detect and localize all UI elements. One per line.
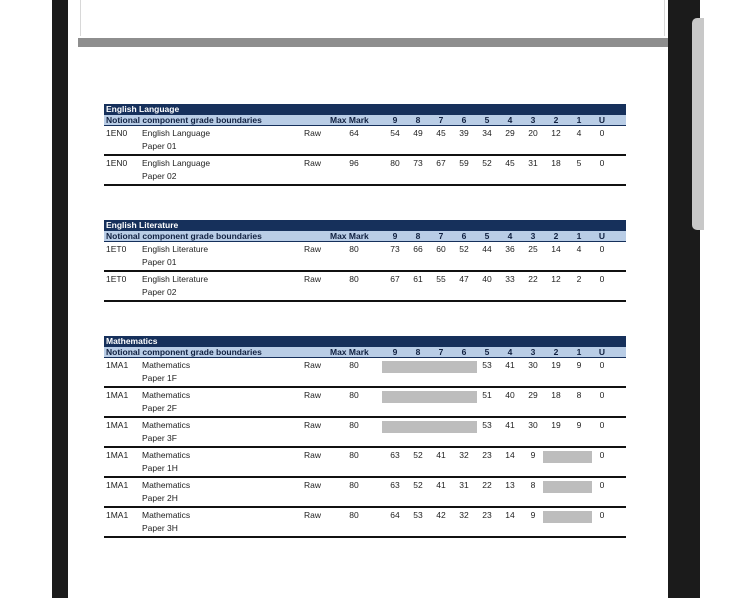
grade-value: 22 <box>528 274 538 284</box>
max-mark-header: Max Mark <box>330 231 369 241</box>
grade-value: 14 <box>551 244 561 254</box>
unavailable-grades-block <box>382 421 477 433</box>
grade-value: 44 <box>482 244 492 254</box>
section-english-language <box>104 104 626 186</box>
component-code: 1MA1 <box>106 360 129 370</box>
grade-value: 29 <box>528 390 538 400</box>
mark-type: Raw <box>304 390 322 400</box>
page-edge-left <box>80 0 81 36</box>
component-label: Notional component grade boundaries <box>106 231 262 241</box>
grade-value: 12 <box>551 274 561 284</box>
paper-name: Paper 2H <box>142 493 178 503</box>
component-code: 1MA1 <box>106 510 129 520</box>
unavailable-grades-block <box>543 451 592 463</box>
grade-value: 23 <box>482 510 492 520</box>
grade-value: 63 <box>390 450 400 460</box>
unavailable-grades-block <box>543 511 592 523</box>
grade-value: 0 <box>599 390 605 400</box>
grade-value: 31 <box>459 480 469 490</box>
paper-name: Paper 3H <box>142 523 178 533</box>
grade-header: 2 <box>553 115 559 125</box>
grade-value: 59 <box>459 158 469 168</box>
section-english-literature <box>104 220 626 302</box>
component-code: 1MA1 <box>106 480 129 490</box>
mark-type: Raw <box>304 274 322 284</box>
grade-value: 0 <box>599 158 605 168</box>
grade-value: 51 <box>482 390 492 400</box>
max-mark: 80 <box>349 450 359 460</box>
grade-header: 3 <box>530 231 536 241</box>
grade-header: 1 <box>576 347 582 357</box>
table-row <box>104 418 626 448</box>
grade-value: 0 <box>599 480 605 490</box>
component-name: Mathematics <box>142 420 191 430</box>
table-row <box>104 156 626 186</box>
grade-header: 1 <box>576 115 582 125</box>
grade-header: 7 <box>438 231 444 241</box>
grade-value: 0 <box>599 274 605 284</box>
max-mark-header: Max Mark <box>330 347 369 357</box>
grade-header: 1 <box>576 231 582 241</box>
table-row <box>104 242 626 272</box>
grade-value: 80 <box>390 158 400 168</box>
grade-value: 67 <box>390 274 400 284</box>
grade-header: 3 <box>530 115 536 125</box>
grade-header: 2 <box>553 347 559 357</box>
grade-value: 0 <box>599 244 605 254</box>
grade-value: 41 <box>505 420 515 430</box>
grade-value: 36 <box>505 244 515 254</box>
mark-type: Raw <box>304 158 322 168</box>
scrollbar-handle[interactable] <box>692 18 704 230</box>
grade-value: 52 <box>413 480 423 490</box>
grade-header: 4 <box>507 231 513 241</box>
component-code: 1MA1 <box>106 420 129 430</box>
grade-header: 8 <box>415 231 421 241</box>
page-edge-right <box>664 0 665 36</box>
grade-value: 34 <box>482 128 492 138</box>
grade-value: 14 <box>505 450 515 460</box>
grade-header: 8 <box>415 347 421 357</box>
column-header-row <box>104 347 626 358</box>
grade-value: 12 <box>551 128 561 138</box>
max-mark: 80 <box>349 244 359 254</box>
component-name: Mathematics <box>142 360 191 370</box>
grade-value: 32 <box>459 450 469 460</box>
table-row <box>104 272 626 302</box>
grade-header: 7 <box>438 115 444 125</box>
grade-header: 9 <box>392 231 398 241</box>
grade-value: 42 <box>436 510 446 520</box>
grade-value: 9 <box>530 510 536 520</box>
component-name: English Literature <box>142 244 209 254</box>
max-mark: 80 <box>349 420 359 430</box>
grade-value: 29 <box>505 128 515 138</box>
grade-value: 30 <box>528 360 538 370</box>
table-row <box>104 358 626 388</box>
grade-value: 19 <box>551 420 561 430</box>
component-code: 1EN0 <box>106 158 128 168</box>
component-name: Mathematics <box>142 510 191 520</box>
unavailable-grades-block <box>382 361 477 373</box>
grade-value: 30 <box>528 420 538 430</box>
max-mark-header: Max Mark <box>330 115 369 125</box>
component-name: Mathematics <box>142 450 191 460</box>
mark-type: Raw <box>304 128 322 138</box>
column-header-row <box>104 231 626 242</box>
grade-value: 19 <box>551 360 561 370</box>
grade-value: 52 <box>482 158 492 168</box>
max-mark: 96 <box>349 158 359 168</box>
table-row <box>104 126 626 156</box>
max-mark: 80 <box>349 510 359 520</box>
grade-value: 45 <box>436 128 446 138</box>
grade-value: 73 <box>390 244 400 254</box>
mark-type: Raw <box>304 360 322 370</box>
mark-type: Raw <box>304 450 322 460</box>
grade-header: 6 <box>461 347 467 357</box>
table-row <box>104 388 626 418</box>
component-code: 1MA1 <box>106 390 129 400</box>
component-code: 1ET0 <box>106 274 127 284</box>
grade-header: 6 <box>461 115 467 125</box>
paper-name: Paper 1H <box>142 463 178 473</box>
max-mark: 64 <box>349 128 359 138</box>
grade-value: 8 <box>530 480 536 490</box>
component-label: Notional component grade boundaries <box>106 115 262 125</box>
paper-name: Paper 02 <box>142 171 177 181</box>
grade-header: 4 <box>507 347 513 357</box>
grade-value: 45 <box>505 158 515 168</box>
grade-header: 5 <box>484 115 490 125</box>
grade-value: 41 <box>436 480 446 490</box>
grade-header: 5 <box>484 231 490 241</box>
grade-value: 32 <box>459 510 469 520</box>
table-row <box>104 478 626 508</box>
component-name: Mathematics <box>142 390 191 400</box>
section-title: English Language <box>104 104 626 115</box>
grade-value: 41 <box>505 360 515 370</box>
page-divider-bar <box>78 38 668 47</box>
grade-value: 60 <box>436 244 446 254</box>
grade-value: 18 <box>551 158 561 168</box>
grade-value: 13 <box>505 480 515 490</box>
grade-header: U <box>598 347 606 357</box>
grade-value: 22 <box>482 480 492 490</box>
grade-value: 0 <box>599 128 605 138</box>
max-mark: 80 <box>349 360 359 370</box>
component-code: 1ET0 <box>106 244 127 254</box>
grade-value: 40 <box>482 274 492 284</box>
grade-value: 47 <box>459 274 469 284</box>
paper-name: Paper 01 <box>142 257 177 267</box>
table-row <box>104 508 626 538</box>
component-code: 1MA1 <box>106 450 129 460</box>
grade-value: 63 <box>390 480 400 490</box>
unavailable-grades-block <box>543 481 592 493</box>
grade-value: 54 <box>390 128 400 138</box>
table-row <box>104 448 626 478</box>
grade-header: 2 <box>553 231 559 241</box>
grade-value: 14 <box>505 510 515 520</box>
mark-type: Raw <box>304 420 322 430</box>
grade-value: 33 <box>505 274 515 284</box>
grade-value: 61 <box>413 274 423 284</box>
grade-value: 2 <box>576 274 582 284</box>
grade-value: 23 <box>482 450 492 460</box>
grade-value: 9 <box>576 420 582 430</box>
component-name: English Language <box>142 128 211 138</box>
grade-value: 25 <box>528 244 538 254</box>
grade-header: 5 <box>484 347 490 357</box>
grade-value: 0 <box>599 420 605 430</box>
max-mark: 80 <box>349 390 359 400</box>
grade-value: 67 <box>436 158 446 168</box>
grade-value: 52 <box>459 244 469 254</box>
grade-header: 8 <box>415 115 421 125</box>
grade-header: 9 <box>392 115 398 125</box>
mark-type: Raw <box>304 480 322 490</box>
left-frame <box>52 0 68 598</box>
component-label: Notional component grade boundaries <box>106 347 262 357</box>
grade-value: 5 <box>576 158 582 168</box>
section-title: English Literature <box>104 220 626 231</box>
grade-value: 53 <box>482 360 492 370</box>
grade-value: 66 <box>413 244 423 254</box>
grade-header: U <box>598 231 606 241</box>
paper-name: Paper 02 <box>142 287 177 297</box>
grade-value: 0 <box>599 450 605 460</box>
grade-value: 4 <box>576 128 582 138</box>
grade-value: 39 <box>459 128 469 138</box>
component-name: Mathematics <box>142 480 191 490</box>
grade-header: 7 <box>438 347 444 357</box>
grade-value: 0 <box>599 510 605 520</box>
grade-value: 73 <box>413 158 423 168</box>
grade-header: 6 <box>461 231 467 241</box>
section-mathematics <box>104 336 626 538</box>
column-header-row <box>104 115 626 126</box>
unavailable-grades-block <box>382 391 477 403</box>
grade-header: 9 <box>392 347 398 357</box>
grade-value: 41 <box>436 450 446 460</box>
grade-value: 52 <box>413 450 423 460</box>
section-title: Mathematics <box>104 336 626 347</box>
grade-header: 4 <box>507 115 513 125</box>
grade-value: 18 <box>551 390 561 400</box>
grade-value: 20 <box>528 128 538 138</box>
grade-value: 9 <box>530 450 536 460</box>
paper-name: Paper 3F <box>142 433 177 443</box>
component-name: English Literature <box>142 274 209 284</box>
grade-value: 55 <box>436 274 446 284</box>
grade-value: 40 <box>505 390 515 400</box>
component-name: English Language <box>142 158 211 168</box>
grade-header: 3 <box>530 347 536 357</box>
grade-value: 49 <box>413 128 423 138</box>
mark-type: Raw <box>304 510 322 520</box>
grade-value: 8 <box>576 390 582 400</box>
grade-value: 53 <box>413 510 423 520</box>
max-mark: 80 <box>349 274 359 284</box>
paper-name: Paper 1F <box>142 373 177 383</box>
max-mark: 80 <box>349 480 359 490</box>
grade-value: 9 <box>576 360 582 370</box>
component-code: 1EN0 <box>106 128 128 138</box>
grade-header: U <box>598 115 606 125</box>
paper-name: Paper 01 <box>142 141 177 151</box>
mark-type: Raw <box>304 244 322 254</box>
grade-value: 31 <box>528 158 538 168</box>
grade-value: 4 <box>576 244 582 254</box>
grade-value: 53 <box>482 420 492 430</box>
grade-value: 0 <box>599 360 605 370</box>
grade-value: 64 <box>390 510 400 520</box>
paper-name: Paper 2F <box>142 403 177 413</box>
